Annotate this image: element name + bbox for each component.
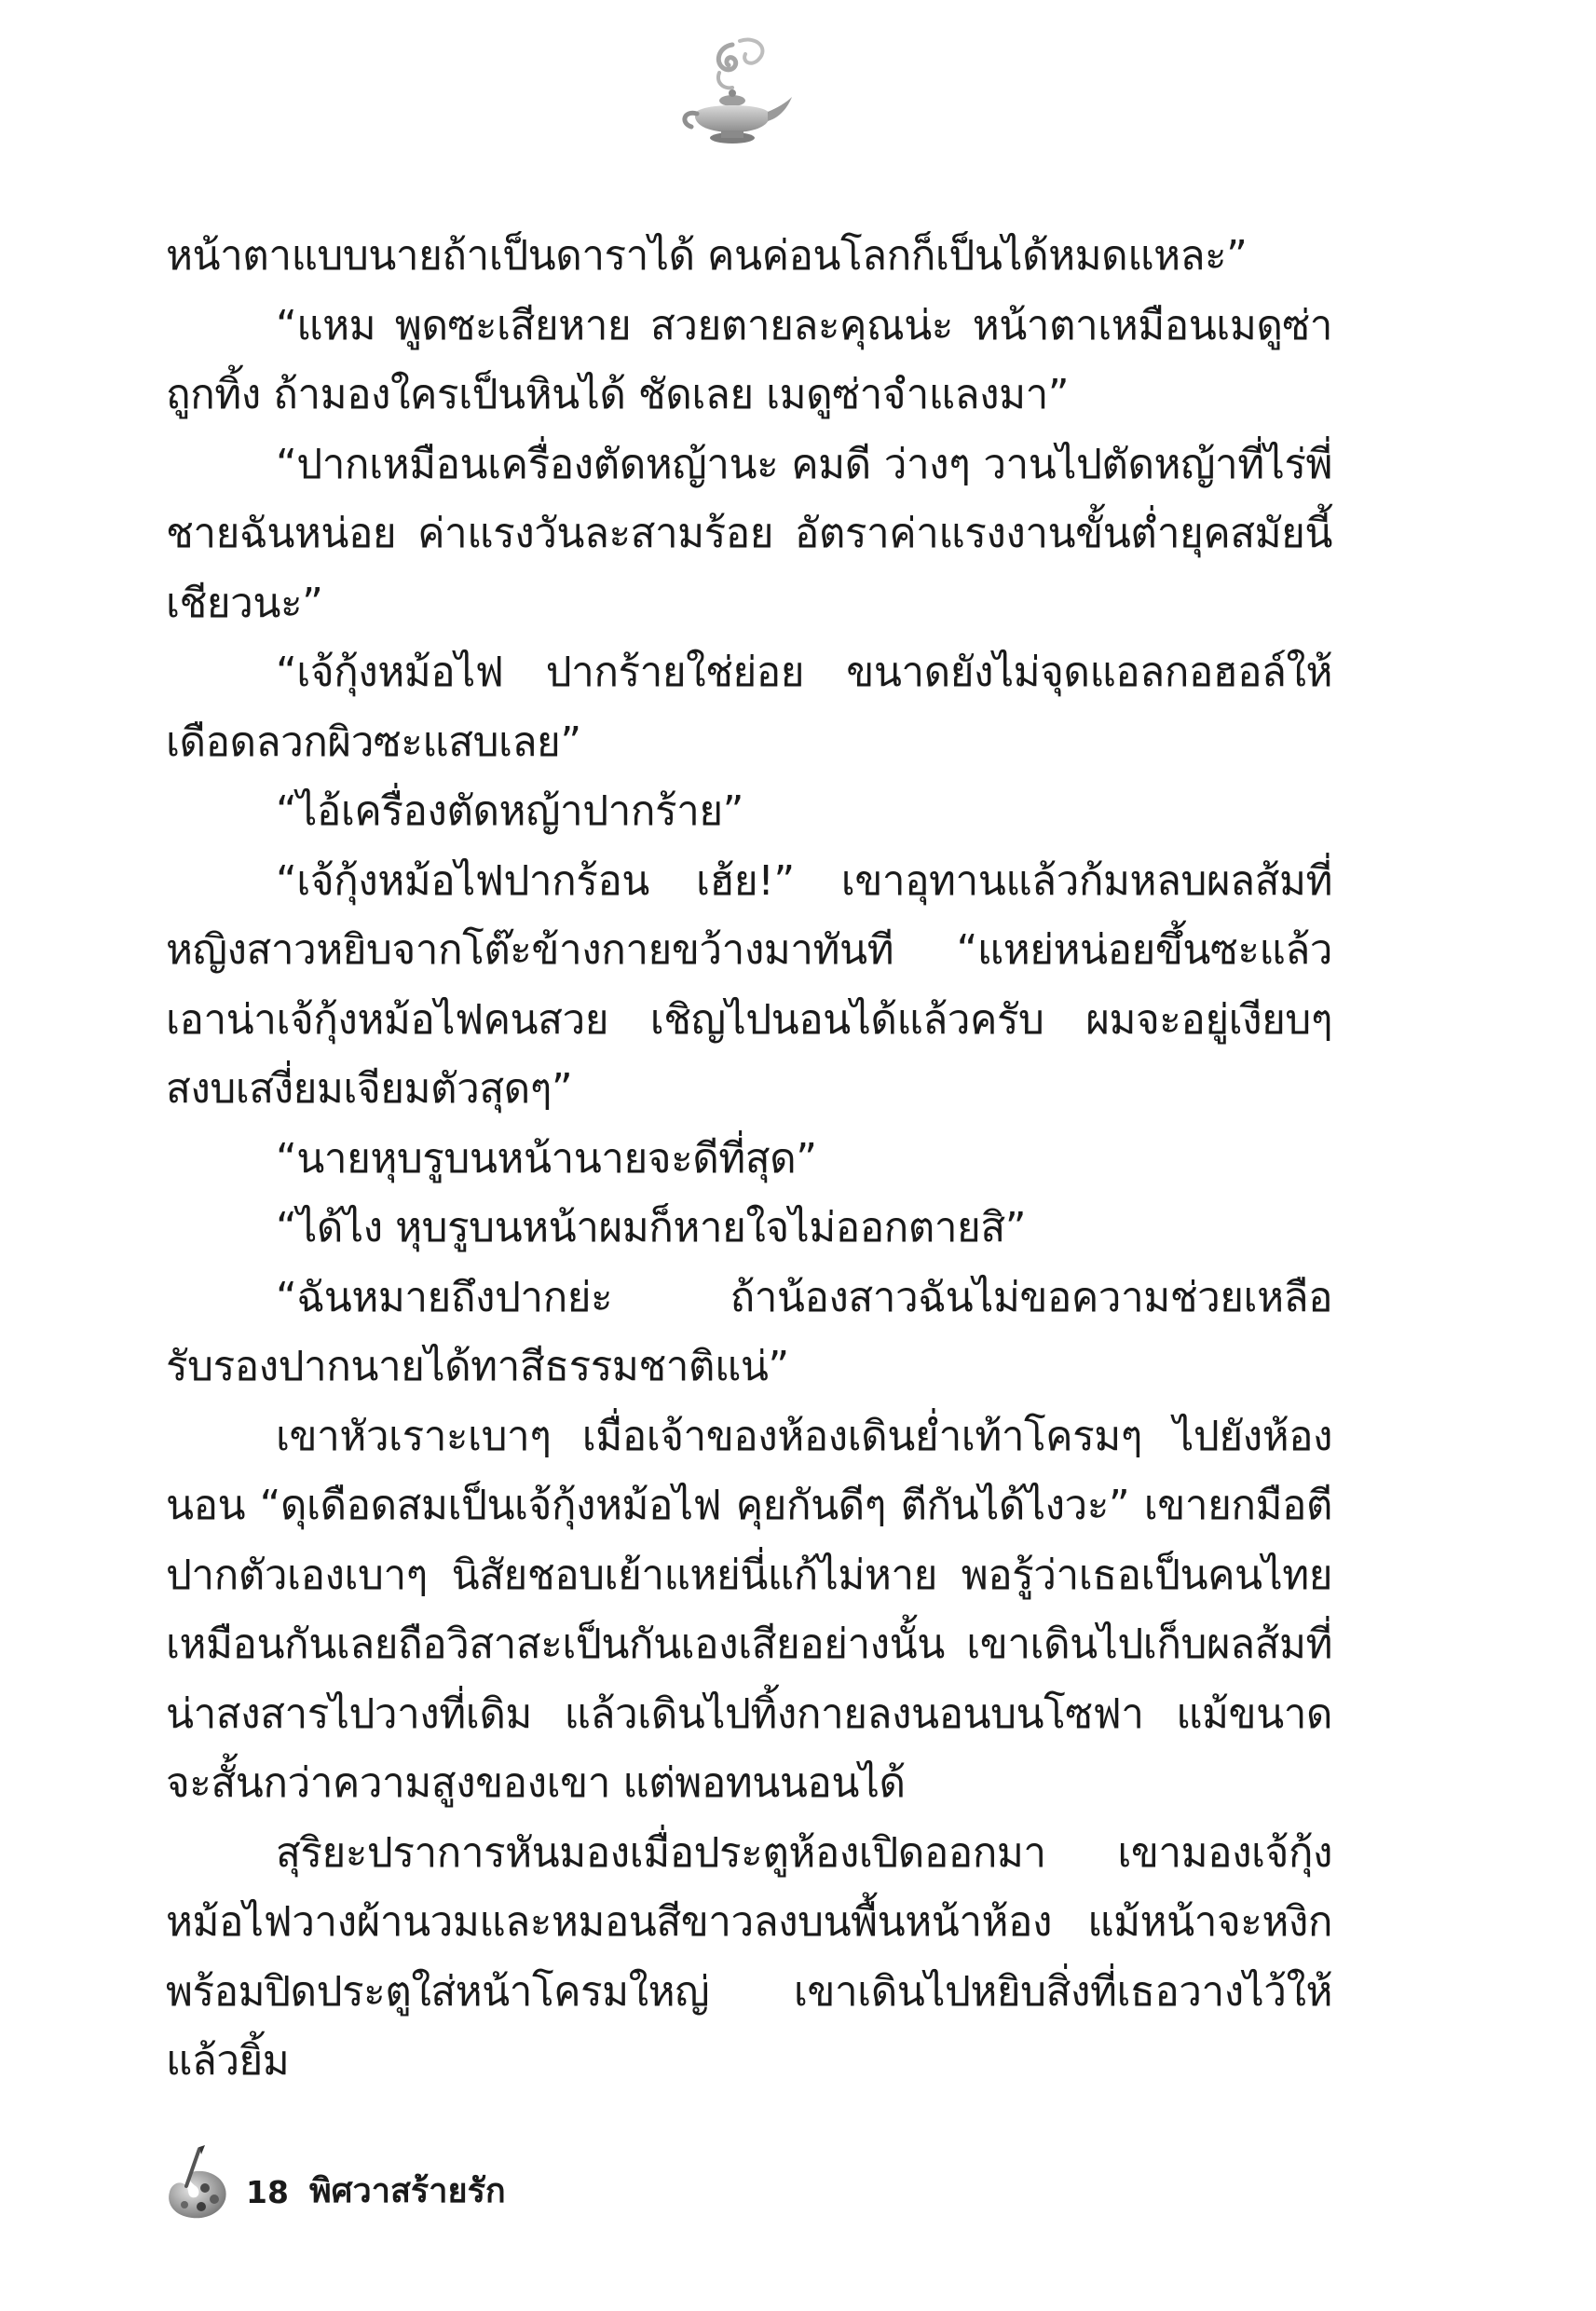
book-title: พิศวาสร้ายรัก bbox=[308, 2171, 506, 2210]
paragraph: “ได้ไง หุบรูบนหน้าผมก็หายใจไม่ออกตายสิ” bbox=[276, 1204, 1026, 1251]
paragraph: เขาหัวเราะเบาๆ เมื่อเจ้าของห้องเดินย่ำเท้าโครมๆ ไปยังห้องนอน “ดุเดือดสมเป็นเจ้กุ้งหม้อไฟ คุยกันดีๆ ตีกันได้ไงวะ” เขายกมือตีปากตัวเองเบาๆ นิสัยชอบเย้าแหย่นี่แก้ไม่หาย พอรู้ว่าเธอเป็นคนไทยเหมือนกันเลยถือวิสาสะเป็นกันเองเสียอย่างนั้น เขาเดินไปเก็บผลส้มที่น่าสงสารไปวางที่เดิม แล้วเดินไปทิ้งกายลงนอนบนโซฟา แม้ขนาดจะสั้นกว่าความสูงของเขา แต่พอทนนอนได้ bbox=[166, 1412, 1332, 1807]
paragraph: หน้าตาแบบนายถ้าเป็นดาราได้ คนค่อนโลกก็เป็นได้หมดแหละ” bbox=[166, 232, 1248, 280]
paragraph: “เจ้กุ้งหม้อไฟปากร้อน เฮ้ย!” เขาอุทานแล้วก้มหลบผลส้มที่หญิงสาวหยิบจากโต๊ะข้างกายขว้างมาทันที “แหย่หน่อยขึ้นซะแล้ว เอาน่าเจ้กุ้งหม้อไฟคนสวย เชิญไปนอนได้แล้วครับ ผมจะอยู่เงียบๆ สงบเสงี่ยมเจียมตัวสุดๆ” bbox=[166, 856, 1332, 1113]
paragraph: “ปากเหมือนเครื่องตัดหญ้านะ คมดี ว่างๆ วานไปตัดหญ้าที่ไร่พี่ชายฉันหน่อย ค่าแรงวันละสามร้อย อัตราค่าแรงงานขั้นต่ำยุคสมัยนี้เชียวนะ” bbox=[166, 440, 1332, 627]
paragraph: “เจ้กุ้งหม้อไฟ ปากร้ายใช่ย่อย ขนาดยังไม่จุดแอลกอฮอล์ให้เดือดลวกผิวซะแสบเลย” bbox=[166, 649, 1332, 766]
page-footer bbox=[158, 2143, 506, 2227]
paint-palette-icon bbox=[158, 2143, 233, 2227]
body-text bbox=[166, 222, 1332, 2097]
paragraph: “ฉันหมายถึงปากย่ะ ถ้าน้องสาวฉันไม่ขอความช่วยเหลือ รับรองปากนายได้ทาสีธรรมชาติแน่” bbox=[166, 1273, 1332, 1390]
page-number: 18 bbox=[246, 2173, 289, 2210]
paragraph: “ไอ้เครื่องตัดหญ้าปากร้าย” bbox=[276, 787, 743, 835]
paragraph: “แหม พูดซะเสียหาย สวยตายละคุณน่ะ หน้าตาเหมือนเมดูซ่าถูกทิ้ง ถ้ามองใครเป็นหินได้ ชัดเลย เมดูซ่าจำแลงมา” bbox=[166, 301, 1332, 418]
genie-lamp-icon bbox=[667, 28, 798, 158]
paragraph: สุริยะปราการหันมองเมื่อประตูห้องเปิดออกมา เขามองเจ้กุ้งหม้อไฟวางผ้านวมและหมอนสีขาวลงบนพื้นหน้าห้อง แม้หน้าจะหงิกพร้อมปิดประตูใส่หน้าโครมใหญ่ เขาเดินไปหยิบสิ่งที่เธอวางไว้ให้แล้วยิ้ม bbox=[166, 1828, 1332, 2085]
paragraph: “นายหุบรูบนหน้านายจะดีที่สุด” bbox=[276, 1134, 817, 1183]
